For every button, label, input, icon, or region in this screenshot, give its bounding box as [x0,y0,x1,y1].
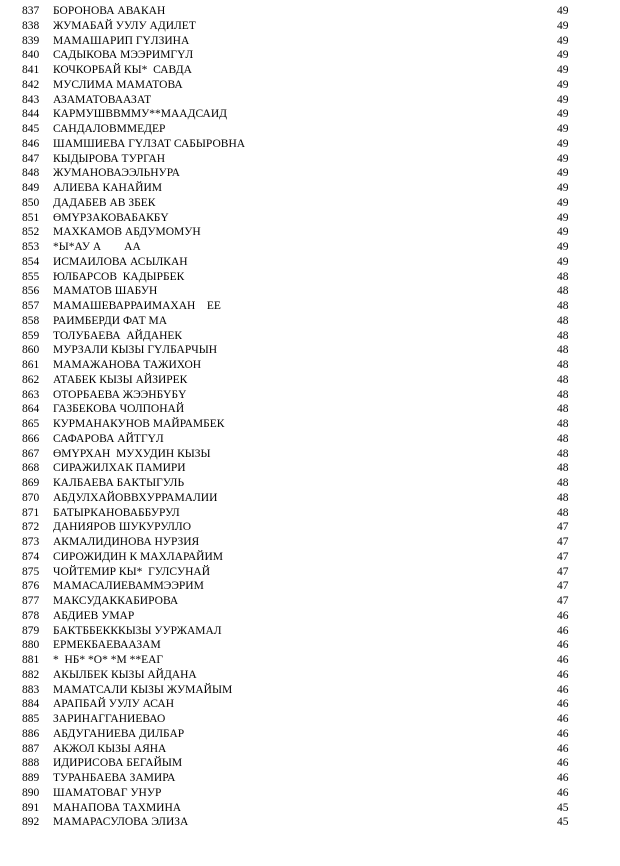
list-row [0,609,620,624]
student-name: ЧОЙТЕМИР КЫ* ГУЛСУНАЙ [53,565,211,578]
student-name: МАМАТСАЛИ КЫЗЫ ЖУМАЙЫМ [53,683,233,696]
row-number: 881 [22,654,40,666]
row-number: 841 [22,64,40,76]
row-number: 868 [22,462,40,475]
row-number: 880 [22,639,40,652]
student-name: КАРМУШВВММУ**МААДСАИД [53,108,228,121]
list-row [0,742,620,757]
list-row [0,801,620,816]
list-row [0,520,620,535]
list-row [0,329,620,344]
student-name: ШАМШИЕВА ГҮЛЗАТ САБЫРОВНА [53,137,246,150]
row-number: 871 [22,506,40,519]
score-value: 49 [557,196,569,209]
row-number: 870 [22,491,40,504]
score-value: 46 [557,609,569,622]
row-number: 873 [22,536,40,548]
list-row [0,815,620,830]
score-value: 49 [557,64,569,76]
list-row [0,447,620,462]
row-number: 882 [22,668,40,681]
score-value: 48 [557,403,569,416]
row-number: 861 [22,359,40,371]
row-number: 842 [22,78,40,91]
list-row [0,476,620,491]
row-number: 837 [22,5,40,17]
list-row [0,181,620,196]
list-row [0,93,620,108]
score-value: 46 [557,624,569,637]
list-row [0,137,620,152]
student-name: ТОЛУБАЕВА АЙДАНЕК [53,329,183,342]
list-row [0,240,620,255]
student-name: СИРОЖИДИН К МАХЛАРАЙИМ [53,550,224,563]
row-number: 887 [22,742,40,755]
row-number: 884 [22,698,40,711]
student-name: ДАДАБЕВ АВ ЗБЕК [53,196,156,209]
list-row [0,107,620,122]
row-number: 840 [22,49,40,62]
student-name: ЮЛБАРСОВ КАДЫРБЕК [53,270,185,283]
student-name: МУСЛИМА МАМАТОВА [53,78,183,91]
score-value: 48 [557,314,569,327]
student-name: БОРОНОВА АВАКАН [53,5,166,17]
list-row [0,727,620,742]
score-value: 48 [557,388,569,401]
student-name: МАМАШАРИП ГҮЛЗИНА [53,34,190,47]
score-value: 47 [557,536,569,548]
score-value: 49 [557,19,569,32]
list-row [0,683,620,698]
list-row [0,34,620,49]
list-row [0,756,620,771]
student-name: АБДУЛХАЙОВВХУРРАМАЛИИ [53,491,218,504]
student-name: КАЛБАЕВА БАКТЫГУЛЬ [53,477,185,489]
list-row [0,388,620,403]
student-name: ИДИРИСОВА БЕГАЙЫМ [53,757,183,770]
list-row [0,624,620,639]
row-number: 844 [22,108,40,121]
list-row [0,270,620,285]
student-name: АКМАЛИДИНОВА НУРЗИЯ [53,536,200,548]
row-number: 849 [22,182,40,194]
student-name: ЖУМАНОВАЭЭЛЬНУРА [53,167,180,180]
student-name: ТУРАНБАЕВА ЗАМИРА [53,772,176,784]
score-value: 48 [557,373,569,386]
student-name: САНДАЛОВММЕДЕР [53,123,166,135]
score-value: 48 [557,285,569,298]
student-name: РАИМБЕРДИ ФАТ МА [53,314,168,327]
score-value: 49 [557,93,569,106]
list-row [0,506,620,521]
list-row [0,225,620,240]
list-row [0,786,620,801]
list-row [0,314,620,329]
list-row [0,299,620,314]
score-value: 49 [557,226,569,239]
row-number: 892 [22,816,40,829]
student-name: ӨМҮРХАН МУХУДИН КЫЗЫ [53,447,211,460]
student-name: ДАНИЯРОВ ШУКУРУЛЛО [53,521,191,534]
list-row [0,653,620,668]
student-name: МУРЗАЛИ КЫЗЫ ГҮЛБАРЧЫН [53,344,218,357]
score-value: 49 [557,78,569,91]
score-value: 49 [557,123,569,135]
score-value: 48 [557,329,569,342]
list-row [0,565,620,580]
row-number: 847 [22,152,40,165]
score-value: 48 [557,432,569,445]
row-number: 878 [22,609,40,622]
score-value: 49 [557,241,569,253]
student-name: ГАЗБЕКОВА ЧОЛПОНАЙ [53,403,185,416]
list-row [0,211,620,226]
row-number: 852 [22,226,40,239]
score-value: 49 [557,167,569,180]
student-name: СИРАЖИЛХАК ПАМИРИ [53,462,186,475]
student-name: ЖУМАБАЙ УУЛУ АДИЛЕТ [53,19,196,32]
list-row [0,594,620,609]
student-name: ИСМАИЛОВА АСЫЛКАН [53,255,188,268]
student-name: ОТОРБАЕВА ЖЭЭНБҮБҮ [53,388,187,401]
score-value: 45 [557,816,569,829]
list-row [0,402,620,417]
student-name: АКЫЛБЕК КЫЗЫ АЙДАНА [53,668,197,681]
list-row [0,579,620,594]
student-name: АКЖОЛ КЫЗЫ АЯНА [53,742,167,755]
score-value: 46 [557,713,569,725]
score-value: 48 [557,418,569,430]
row-number: 857 [22,300,40,312]
row-number: 879 [22,624,40,637]
list-row [0,461,620,476]
list-row [0,284,620,299]
score-value: 48 [557,506,569,519]
list-row [0,712,620,727]
row-number: 845 [22,123,40,135]
score-value: 48 [557,344,569,357]
student-name: * НБ* *О* *М **ЕАГ [53,654,164,666]
row-number: 876 [22,580,40,593]
student-name: АТАБЕК КЫЗЫ АЙЗИРЕК [53,373,188,386]
row-number: 848 [22,167,40,180]
row-number: 864 [22,403,40,416]
row-number: 858 [22,314,40,327]
row-number: 856 [22,285,40,298]
score-value: 46 [557,668,569,681]
score-value: 49 [557,182,569,194]
list-row [0,63,620,78]
score-value: 46 [557,786,569,799]
row-number: 865 [22,418,40,430]
score-value: 48 [557,447,569,460]
row-number: 889 [22,772,40,784]
student-name: АРАПБАЙ УУЛУ АСАН [53,698,175,711]
score-value: 46 [557,639,569,652]
student-name: МАНАПОВА ТАХМИНА [53,801,182,814]
student-name: БАТЫРКАНОВАББУРУЛ [53,506,180,519]
student-name: КЫДЫРОВА ТУРГАН [53,152,166,165]
student-name: ЗАРИНАГГАНИЕВАО [53,713,166,725]
student-name: САДЫКОВА МЭЭРИМГҮЛ [53,49,194,62]
list-row [0,697,620,712]
student-name: АЗАМАТОВААЗАТ [53,93,152,106]
row-number: 874 [22,550,40,563]
student-name: МАМАСАЛИЕВАММЭЭРИМ [53,580,204,593]
row-number: 854 [22,255,40,268]
row-number: 885 [22,713,40,725]
score-value: 46 [557,727,569,740]
score-value: 46 [557,772,569,784]
score-value: 47 [557,580,569,593]
student-name: САФАРОВА АЙТГҮЛ [53,432,164,445]
row-number: 860 [22,344,40,357]
list-row [0,491,620,506]
row-number: 846 [22,137,40,150]
student-name: ӨМҮРЗАКОВАБАКБҮ [53,211,169,224]
row-number: 850 [22,196,40,209]
score-value: 49 [557,5,569,17]
score-value: 47 [557,595,569,607]
row-number: 866 [22,432,40,445]
student-name: ШАМАТОВАГ УНУР [53,786,162,799]
student-name: МАКСУДАККАБИРОВА [53,595,179,607]
list-row [0,373,620,388]
student-name: МАМАШЕВАРРАИМАХАН ЕЕ [53,300,221,312]
score-value: 48 [557,491,569,504]
score-value: 48 [557,300,569,312]
student-name: МАМАТОВ ШАБУН [53,285,158,298]
row-number: 886 [22,727,40,740]
score-value: 49 [557,255,569,268]
student-name: МАХКАМОВ АБДУМОМУН [53,226,201,239]
score-value: 45 [557,801,569,814]
row-number: 888 [22,757,40,770]
list-row [0,668,620,683]
score-value: 48 [557,462,569,475]
list-row [0,432,620,447]
list-row [0,4,620,19]
student-name: МАМАРАСУЛОВА ЭЛИЗА [53,816,189,829]
score-value: 49 [557,137,569,150]
list-row [0,166,620,181]
score-value: 46 [557,698,569,711]
list-row [0,152,620,167]
student-name: АЛИЕВА КАНАЙИМ [53,182,162,194]
student-name: *Ы*АУ А АА [53,241,141,253]
list-row [0,255,620,270]
row-number: 855 [22,270,40,283]
score-value: 48 [557,359,569,371]
student-name: КОЧКОРБАЙ КЫ* САВДА [53,64,192,76]
list-row [0,48,620,63]
row-number: 859 [22,329,40,342]
score-value: 47 [557,550,569,563]
row-number: 843 [22,93,40,106]
list-row [0,78,620,93]
row-number: 867 [22,447,40,460]
list-row [0,535,620,550]
list-row [0,343,620,358]
list-row [0,550,620,565]
list-row [0,358,620,373]
student-name: МАМАЖАНОВА ТАЖИХОН [53,359,202,371]
score-value: 49 [557,211,569,224]
student-name: КУРМАНАКУНОВ МАЙРАМБЕК [53,418,225,430]
student-name: БАКТББЕКККЫЗЫ УУРЖАМАЛ [53,624,222,637]
score-value: 47 [557,565,569,578]
score-value: 49 [557,108,569,121]
row-number: 863 [22,388,40,401]
row-number: 862 [22,373,40,386]
list-row [0,19,620,34]
list-row [0,196,620,211]
row-number: 853 [22,241,40,253]
row-number: 877 [22,595,40,607]
row-number: 890 [22,786,40,799]
ranking-list [0,4,620,830]
score-value: 48 [557,477,569,489]
row-number: 891 [22,801,40,814]
row-number: 838 [22,19,40,32]
row-number: 883 [22,683,40,696]
row-number: 839 [22,34,40,47]
score-value: 47 [557,521,569,534]
student-name: АБДИЕВ УМАР [53,609,135,622]
student-name: ЕРМЕКБАЕВААЗАМ [53,639,161,652]
row-number: 875 [22,565,40,578]
list-row [0,122,620,137]
row-number: 851 [22,211,40,224]
row-number: 869 [22,477,40,489]
score-value: 49 [557,49,569,62]
row-number: 872 [22,521,40,534]
score-value: 46 [557,683,569,696]
list-row [0,771,620,786]
student-name: АБДУГАНИЕВА ДИЛБАР [53,727,185,740]
list-row [0,638,620,653]
score-value: 46 [557,654,569,666]
score-value: 46 [557,742,569,755]
score-value: 49 [557,152,569,165]
score-value: 49 [557,34,569,47]
list-row [0,417,620,432]
score-value: 48 [557,270,569,283]
score-value: 46 [557,757,569,770]
